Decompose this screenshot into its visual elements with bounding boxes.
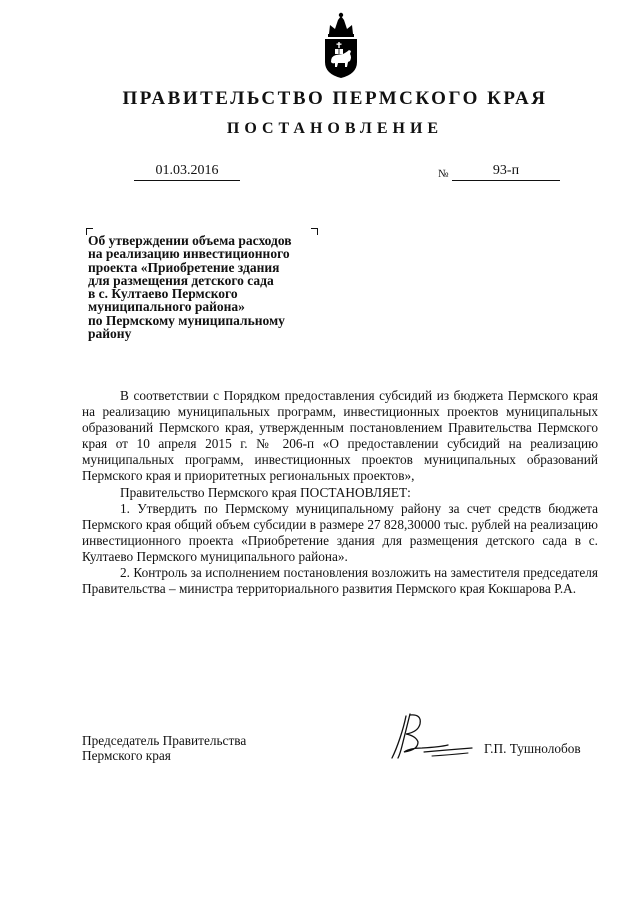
signatory-title-line: Председатель Правительства [82,733,247,748]
document-subject [88,234,323,340]
document-date: 01.03.2016 [134,163,240,181]
subject-line: для размещения детского сада [88,272,274,288]
resolution-paragraph: Правительство Пермского края ПОСТАНОВЛЯЕТ: [120,484,411,500]
subject-line: по Пермскому муниципальному [88,312,285,328]
subject-line: Об утверждении объема расходов [88,233,292,248]
subject-line: муниципального района» [88,299,245,315]
subject-line: проекта «Приобретение здания [88,259,280,275]
clause-2-paragraph: 2. Контроль за исполнением постановления возложить на заместителя председателя Правительства – министра территориального развития Пермского края Кокшарова Р.А. [82,565,598,597]
perm-krai-coat-of-arms-icon [321,10,361,80]
government-title: ПРАВИТЕЛЬСТВО ПЕРМСКОГО КРАЯ [122,88,548,109]
document-body [82,388,598,597]
number-sign: № [438,168,449,180]
document-type: ПОСТАНОВЛЕНИЕ [226,120,444,137]
signatory-title-line: Пермского края [82,748,171,763]
preamble-paragraph: В соответствии с Порядком предоставления субсидий из бюджета Пермского края на реализацию муниципальных программ, инвестиционных проектов муниципальных образований Пермского края, утвержденным постановлением Правительства Пермского края от 10 апреля 2015 г. № 206-п «О предоставлении субсидий на реализацию муниципальных программ, инвестиционных проектов муниципальных образований Пермского края и приоритетных региональных проектов», [82,388,598,484]
document-number: 93-п [452,163,560,181]
subject-line: району [88,326,132,342]
signatory-title [82,733,246,763]
subject-line: в с. Култаево Пермского [88,286,238,302]
handwritten-signature [388,712,480,762]
clause-1-paragraph: 1. Утвердить по Пермскому муниципальному району за счет средств бюджета Пермского края общий объем субсидии в размере 27 828,30000 тыс. рублей на реализацию инвестиционного проекта «Приобретение здания для размещения детского сада в с. Култаево Пермского муниципального района». [82,500,598,564]
subject-line: на реализацию инвестиционного [88,246,290,262]
signer-name: Г.П. Тушнолобов [484,741,581,756]
